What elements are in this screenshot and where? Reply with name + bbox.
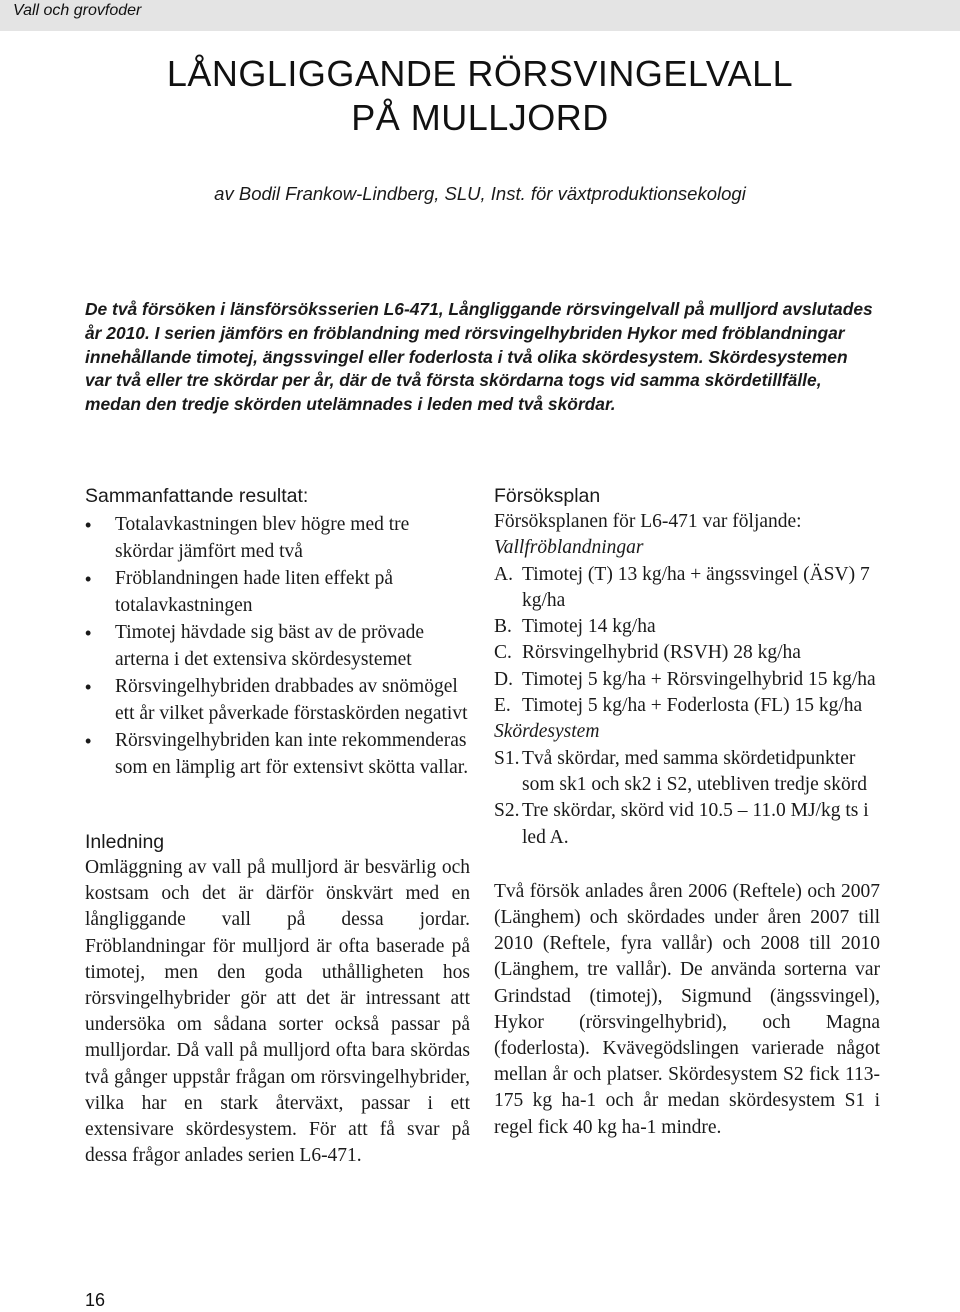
list-item: • Totalavkastningen blev högre med tre skördar jämfört med två bbox=[85, 514, 410, 562]
systems-subheading: Skördesystem bbox=[494, 721, 600, 743]
author-byline: av Bodil Frankow-Lindberg, SLU, Inst. för växtproduktionsekologi bbox=[214, 183, 746, 204]
inledning-heading: Inledning bbox=[85, 831, 165, 853]
article-title bbox=[0, 52, 960, 140]
forsoksplan-text: Två försök anlades åren 2006 (Reftele) och 2007 (Länghem) och skördades under åren 2007 till 2010 (Reftele, fyra vallår) och 2008 till 2010 (Länghem, tre vallår). De använda sorterna var Grindstad (timotej), Sigmund (ängssvingel), Hykor (rörsvingelhybrid), och Magna (foderlosta). Kvävegödslingen varierade något mellan år och platser. Skördesystem S2 fick 113-175 kg ha-1 och år medan skördesystem S1 i regel fick 40 kg ha-1 mindre. bbox=[494, 880, 880, 1138]
section-header: Vall och grovfoder bbox=[13, 2, 142, 19]
list-item: C. Rörsvingelhybrid (RSVH) 28 kg/ha bbox=[494, 642, 801, 664]
summary-list bbox=[85, 512, 470, 781]
summary-heading: Sammanfattande resultat: bbox=[85, 485, 309, 507]
list-item: • Rörsvingelhybriden drabbades av snömögel ett år vilket påverkade förstaskörden negativt bbox=[85, 676, 468, 724]
list-item: • Timotej hävdade sig bäst av de prövade arterna i det extensiva skördesystemet bbox=[85, 622, 425, 670]
list-item: • Fröblandningen hade liten effekt på totalavkastningen bbox=[85, 568, 393, 616]
inledning-text: Omläggning av vall på mulljord är besvärlig och kostsam och det är därför önskvärt med en långliggande vall på dessa jordar. Fröblandningar för mulljord är ofta baserade på timotej, men den goda uthålligheten hos rörsvingelhybrider gör att det är intressant att undersöka om sådana sorter också passar på mulljordar. Då vall på mulljord ofta bara skördas två gånger uppstår frågan om rörsvingelhybrider, vilka har en stark återväxt, passar i ett extensivare skördesystem. För att få svar på dessa frågor anlades serien L6-471. bbox=[85, 857, 470, 1167]
list-item: B. Timotej 14 kg/ha bbox=[494, 616, 656, 638]
forsoksplan-intro: Försöksplanen för L6-471 var följande: bbox=[494, 511, 802, 532]
bullet-icon: • bbox=[85, 731, 92, 751]
list-item: A. Timotej (T) 13 kg/ha + ängssvingel (ÄSV) 7 kg/ha bbox=[494, 563, 870, 611]
bullet-icon: • bbox=[85, 677, 92, 697]
list-item: • Rörsvingelhybriden kan inte rekommenderas som en lämplig art för extensivt skötta vallar. bbox=[85, 730, 469, 778]
forsoksplan-heading: Försöksplan bbox=[494, 485, 601, 507]
intro-paragraph: De två försöken i länsförsöksserien L6-471, Långliggande rörsvingelvall på mulljord avslutades år 2010. I serien jämförs en fröblandning med rörsvingelhybriden Hykor med fröblandningar innehållande timotej, ängssvingel eller foderlosta i två olika skördesystem. Skördesystemen var två eller tre skördar per år, där de två första skördarna togs vid samma skördetillfälle, medan den tredje skörden utelämnades i leden med två skördar. bbox=[85, 299, 873, 415]
title-line-1: LÅNGLIGGANDE RÖRSVINGELVALL bbox=[166, 53, 794, 94]
left-column bbox=[85, 483, 470, 1169]
bullet-icon: • bbox=[85, 569, 92, 589]
list-item: D. Timotej 5 kg/ha + Rörsvingelhybrid 15 kg/ha bbox=[494, 668, 876, 690]
bullet-icon: • bbox=[85, 623, 92, 643]
section-header-band bbox=[0, 0, 960, 31]
list-item: S1. Två skördar, med samma skördetidpunkter som sk1 och sk2 i S2, utebliven tredje skörd bbox=[494, 747, 868, 795]
list-item: E. Timotej 5 kg/ha + Foderlosta (FL) 15 kg/ha bbox=[494, 695, 863, 717]
mixtures-subheading: Vallfröblandningar bbox=[494, 537, 644, 559]
bullet-icon: • bbox=[85, 515, 92, 535]
title-line-2: PÅ MULLJORD bbox=[351, 97, 609, 138]
list-item: S2. Tre skördar, skörd vid 10.5 – 11.0 MJ/kg ts i led A. bbox=[494, 800, 869, 848]
page-number: 16 bbox=[85, 1290, 106, 1310]
right-column bbox=[494, 483, 880, 1141]
